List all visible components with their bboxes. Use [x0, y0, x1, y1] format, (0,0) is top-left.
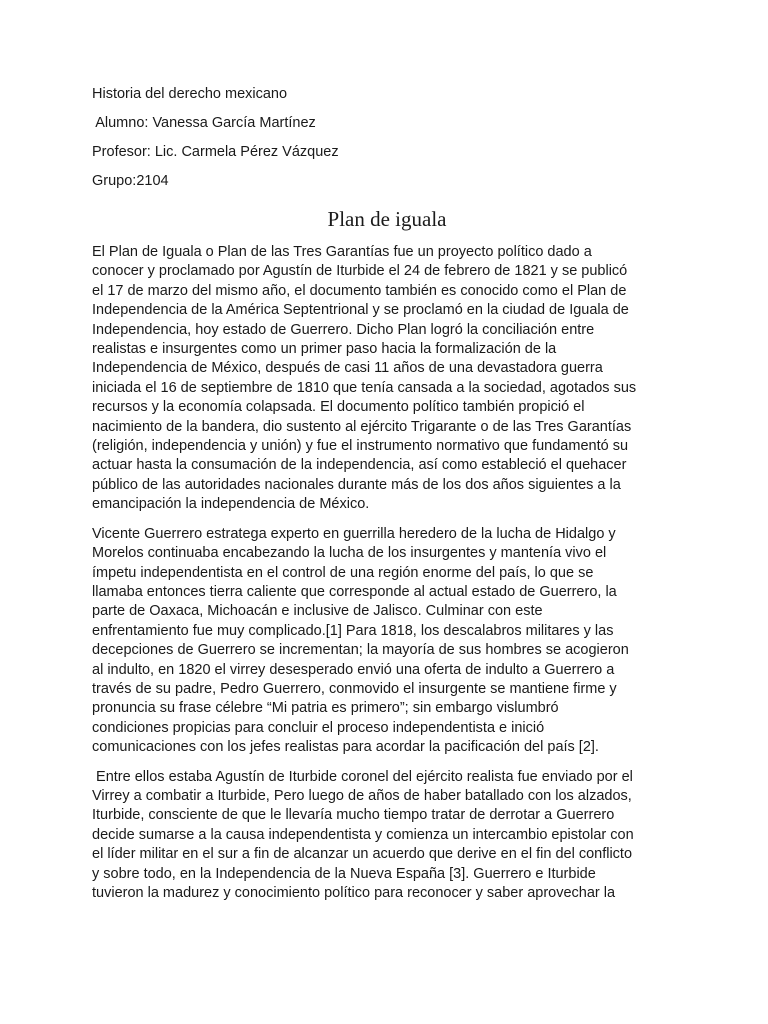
paragraph-line: nacimiento de la bandera, dio sustento al ejército Trigarante o de las Tres Garantías — [92, 418, 632, 435]
paragraph-line: conocer y proclamado por Agustín de Iturbide el 24 de febrero de 1821 y se publicó — [92, 263, 628, 280]
paragraph-line: ímpetu independentista en el control de una región enorme del país, lo que se — [92, 564, 594, 581]
paragraph-line: comunicaciones con los jefes realistas para acordar la pacificación del país [2]. — [92, 739, 599, 756]
paragraph-line: través de su padre, Pedro Guerrero, conmovido el insurgente se mantiene firme y — [92, 680, 617, 697]
paragraph-line: parte de Oaxaca, Michoacán e inclusive de Jalisco. Culminar con este — [92, 603, 543, 620]
body-paragraph — [92, 525, 682, 758]
paragraph-line: Independencia, hoy estado de Guerrero. Dicho Plan logró la conciliación entre — [92, 321, 595, 338]
document-body — [92, 243, 682, 903]
paragraph-line: el 17 de marzo del mismo año, el documento también es conocido como el Plan de — [92, 282, 627, 299]
paragraph-line: El Plan de Iguala o Plan de las Tres Garantías fue un proyecto político dado a — [92, 244, 592, 260]
paragraph-line: Vicente Guerrero estratega experto en guerrilla heredero de la lucha de Hidalgo y — [92, 525, 616, 542]
document-title: Plan de iguala — [327, 207, 447, 231]
body-paragraph — [92, 243, 682, 515]
paragraph-line: y sobre todo, en la Independencia de la Nueva España [3]. Guerrero e Iturbide — [92, 865, 596, 882]
paragraph-line: Iturbide, consciente de que le llevaría mucho tiempo tratar de derrotar a Guerrero — [92, 807, 615, 824]
paragraph-line: realistas e insurgentes como un primer paso hacia la formalización de la — [92, 341, 557, 358]
course-name: Historia del derecho mexicano — [92, 86, 288, 102]
body-paragraph — [92, 768, 682, 904]
paragraph-line: Independencia de México, después de casi 11 años de una devastadora guerra — [92, 360, 603, 377]
paragraph-line: tuvieron la madurez y conocimiento político para reconocer y saber aprovechar la — [92, 885, 616, 901]
document-page — [92, 85, 682, 913]
paragraph-line: recursos y la economía colapsada. El documento político también propició el — [92, 399, 585, 416]
paragraph-line: emancipación la independencia de México. — [92, 496, 370, 513]
professor-name: Profesor: Lic. Carmela Pérez Vázquez — [92, 144, 339, 160]
paragraph-line: decide sumarse a la causa independentista y comienza un intercambio epistolar con — [92, 826, 634, 843]
paragraph-line: Virrey a combatir a Iturbide, Pero luego de años de haber batallado con los alzados, — [92, 787, 632, 804]
paragraph-line: enfrentamiento fue muy complicado.[1] Para 1818, los descalabros militares y las — [92, 622, 614, 639]
student-name: Alumno: Vanessa García Martínez — [92, 115, 316, 131]
paragraph-line: (religión, independencia y unión) y fue el instrumento normativo que fundamentó su — [92, 438, 629, 455]
paragraph-line: Entre ellos estaba Agustín de Iturbide coronel del ejército realista fue enviado por el — [92, 768, 633, 785]
paragraph-line: al indulto, en 1820 el virrey desesperado envió una oferta de indulto a Guerrero a — [92, 661, 615, 678]
paragraph-line: iniciada el 16 de septiembre de 1810 que tenía cansada a la sociedad, agotados sus — [92, 379, 637, 396]
paragraph-line: Independencia de la América Septentrional y se proclamó en la ciudad de Iguala de — [92, 302, 629, 319]
paragraph-line: actuar hasta la consumación de la independencia, así como estableció el quehacer — [92, 457, 627, 474]
paragraph-line: pronuncia su frase célebre “Mi patria es primero”; sin embargo vislumbró — [92, 700, 559, 717]
paragraph-line: Morelos continuaba encabezando la lucha de los insurgentes y mantenía vivo el — [92, 545, 607, 562]
paragraph-line: el líder militar en el sur a fin de alcanzar un acuerdo que derive en el fin del conflicto — [92, 846, 633, 863]
paragraph-line: condiciones propicias para concluir el proceso independentista e inició — [92, 719, 545, 736]
paragraph-line: público de las autoridades nacionales durante más de los dos años siguientes a la — [92, 476, 621, 493]
paragraph-line: decepciones de Guerrero se incrementan; la mayoría de sus hombres se acogieron — [92, 642, 629, 659]
group-number: Grupo:2104 — [92, 173, 169, 189]
paragraph-line: llamaba entonces tierra caliente que corresponde al actual estado de Guerrero, la — [92, 583, 617, 600]
